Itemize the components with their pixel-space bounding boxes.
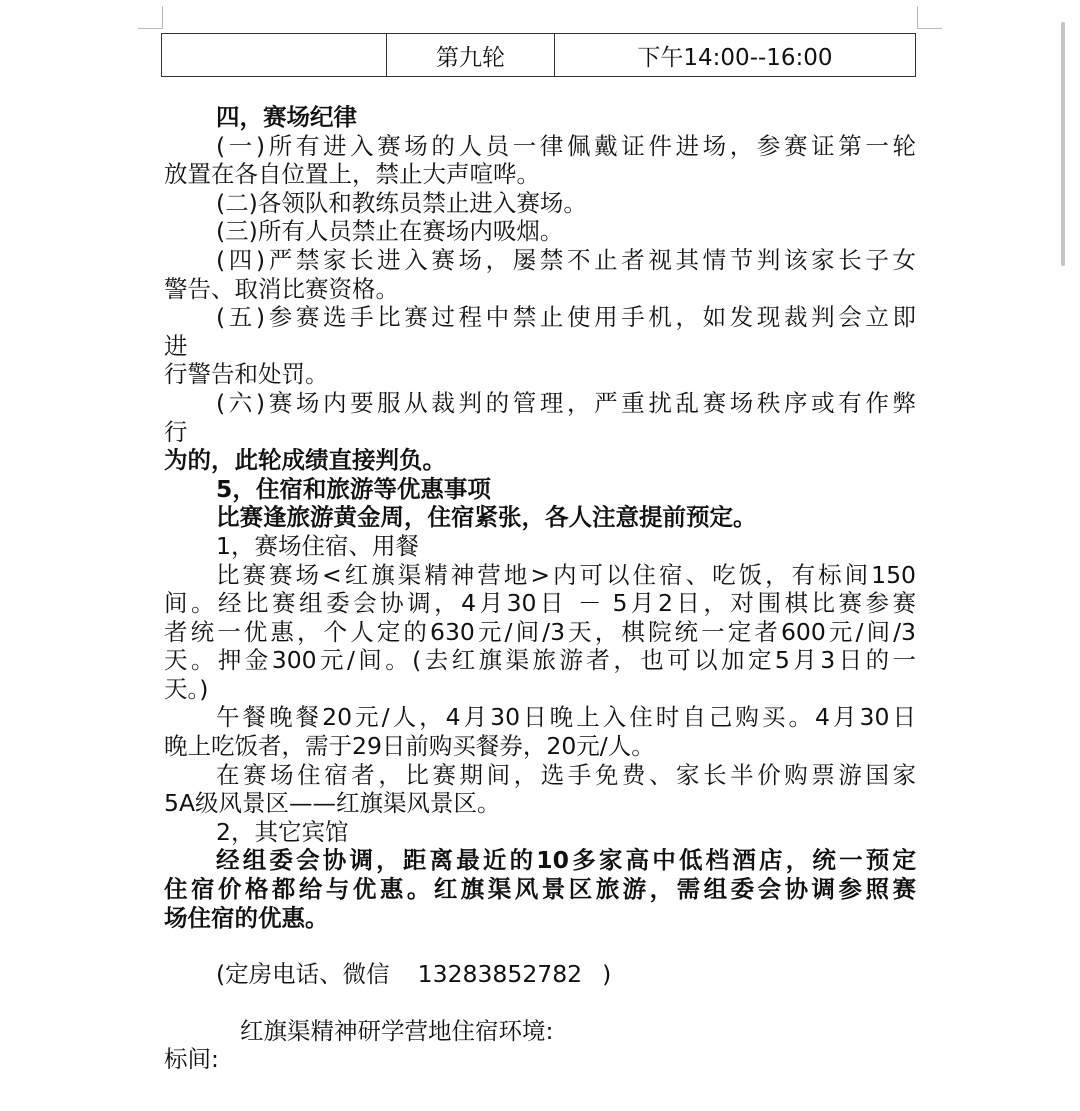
text-line: 行 xyxy=(164,417,188,446)
contact-label: (定房电话、微信 xyxy=(216,960,390,989)
text-line: 放置在各自位置上，禁止大声喧哗。 xyxy=(164,160,540,189)
table-row xyxy=(162,34,916,77)
table-cell-empty xyxy=(162,34,387,77)
text-line: (二)各领队和教练员禁止进入赛场。 xyxy=(216,188,587,217)
room-label: 标间: xyxy=(164,1045,219,1074)
text-line: 场住宿的优惠。 xyxy=(164,903,329,932)
table-cell-time: 下午14:00--16:00 xyxy=(555,34,916,77)
text-line: 晚上吃饭者，需于29日前购买餐券，20元/人。 xyxy=(164,732,655,761)
paragraph-lines xyxy=(164,103,916,932)
contact-line xyxy=(164,960,916,989)
text-line: 天。) xyxy=(164,674,209,703)
text-line: 住宿价格都给与优惠。红旗渠风景区旅游，需组委会协调参照赛 xyxy=(164,875,916,904)
text-line: 在赛场住宿者，比赛期间，选手免费、家长半价购票游国家 xyxy=(216,760,916,789)
text-line: 天。押金300元/间。(去红旗渠旅游者，也可以加定5月3日的一 xyxy=(164,646,916,675)
schedule-table xyxy=(161,33,916,77)
vertical-scrollbar[interactable] xyxy=(1061,22,1065,266)
text-line: (四)严禁家长进入赛场，屡禁不止者视其情节判该家长子女 xyxy=(216,245,916,274)
text-line: 警告、取消比赛资格。 xyxy=(164,274,399,303)
text-line: 比赛赛场<红旗渠精神营地>内可以住宿、吃饭，有标间150 xyxy=(216,560,916,589)
page-corner-mark-left xyxy=(138,6,163,29)
text-line: 5，住宿和旅游等优惠事项 xyxy=(216,474,491,503)
text-line: (六)赛场内要服从裁判的管理，严重扰乱赛场秩序或有作弊 xyxy=(216,388,916,417)
environment-title: 红旗渠精神研学营地住宿环境: xyxy=(240,1016,554,1045)
blank-line xyxy=(164,932,916,960)
document-body xyxy=(164,103,916,1074)
text-line: 行警告和处罚。 xyxy=(164,360,329,389)
table-cell-round: 第九轮 xyxy=(387,34,555,77)
text-line: 经组委会协调，距离最近的10多家高中低档酒店，统一预定 xyxy=(216,846,916,875)
blank-line xyxy=(164,989,916,1017)
text-line: 四，赛场纪律 xyxy=(216,103,357,131)
text-line: (三)所有人员禁止在赛场内吸烟。 xyxy=(216,217,564,246)
text-line: 比赛逢旅游黄金周，住宿紧张，各人注意提前预定。 xyxy=(216,503,757,532)
contact-phone: 13283852782 xyxy=(417,960,583,989)
text-line: 1，赛场住宿、用餐 xyxy=(216,531,419,560)
text-line: 为的，此轮成绩直接判负。 xyxy=(164,446,446,475)
text-line: 者统一优惠，个人定的630元/间/3天，棋院统一定者600元/间/3 xyxy=(164,617,916,646)
text-line: 2，其它宾馆 xyxy=(216,817,349,846)
text-line: 5A级风景区——红旗渠风景区。 xyxy=(164,789,501,818)
page-corner-mark-right xyxy=(917,6,942,29)
text-line: 午餐晚餐20元/人，4月30日晚上入住时自己购买。4月30日 xyxy=(216,703,916,732)
text-line: (一)所有进入赛场的人员一律佩戴证件进场，参赛证第一轮 xyxy=(216,131,916,160)
text-line: 进 xyxy=(164,331,188,360)
text-line: (五)参赛选手比赛过程中禁止使用手机，如发现裁判会立即 xyxy=(216,303,916,332)
contact-close: ) xyxy=(602,960,612,989)
text-line: 间。经比赛组委会协调，4月30日 － 5月2日，对围棋比赛参赛 xyxy=(164,589,916,618)
